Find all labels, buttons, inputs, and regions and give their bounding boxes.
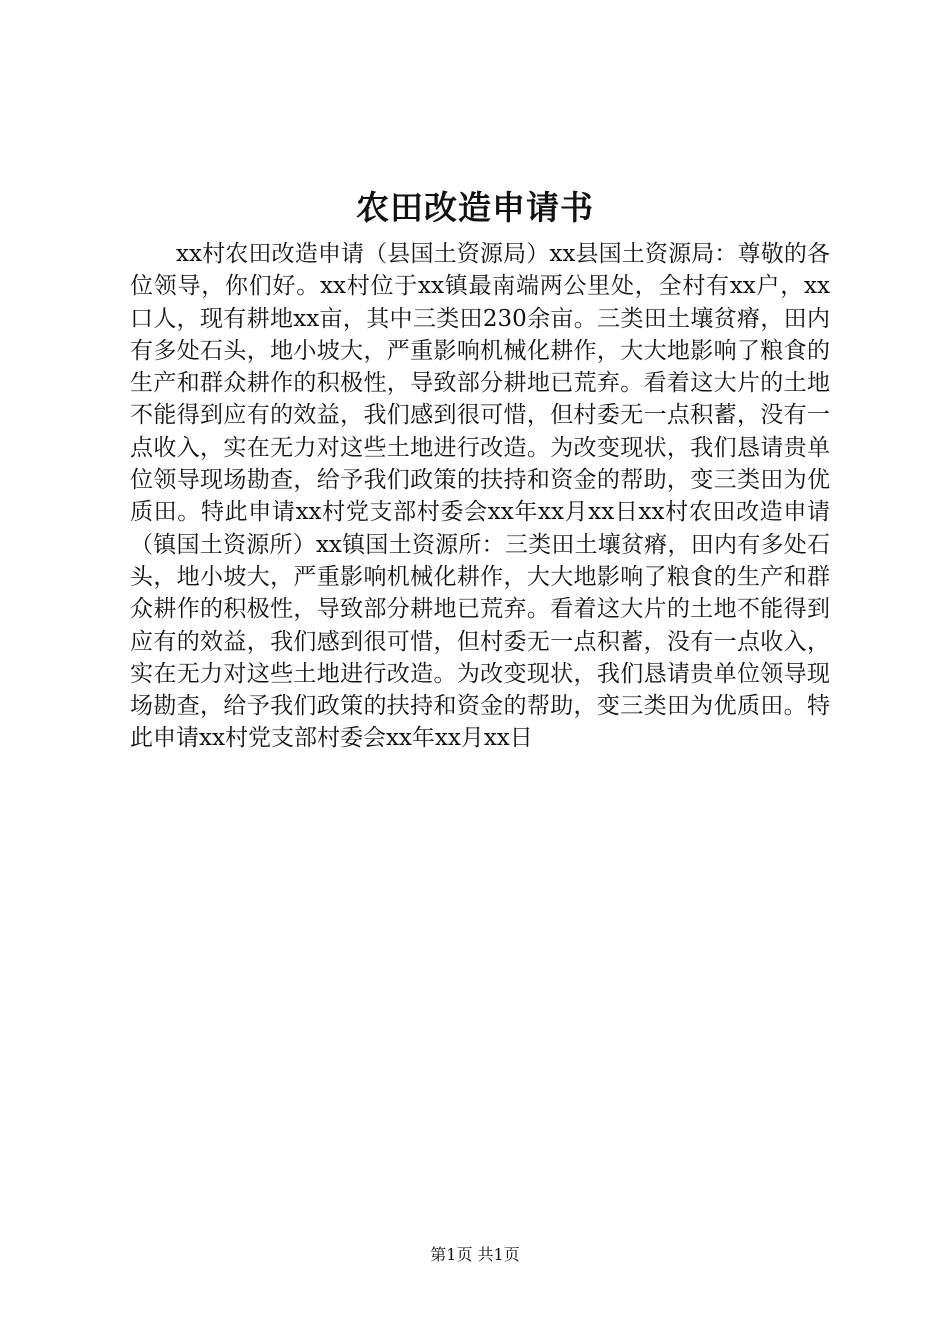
document-title: 农田改造申请书 (356, 188, 594, 227)
document-body: xx村农田改造申请（县国土资源局）xx县国土资源局：尊敬的各位领导，你们好。xx村位于xx镇最南端两公里处，全村有xx户，xx口人，现有耕地xx亩，其中三类田230余亩。三类田土壤贫瘠，田内有多处石头，地小坡大，严重影响机械化耕作，大大地影响了粮食的生产和群众耕作的积极性，导致部分耕地已荒弃。看着这大片的土地不能得到应有的效益，我们感到很可惜，但村委无一点积蓄，没有一点收入，实在无力对这些土地进行改造。为改变现状，我们恳请贵单位领导现场勘查，给予我们政策的扶持和资金的帮助，变三类田为优质田。特此申请xx村党支部村委会xx年xx月xx日xx村农田改造申请（镇国土资源所）xx镇国土资源所：三类田土壤贫瘠，田内有多处石头，地小坡大，严重影响机械化耕作，大大地影响了粮食的生产和群众耕作的积极性，导致部分耕地已荒弃。看着这大片的土地不能得到应有的效益，我们感到很可惜，但村委无一点积蓄，没有一点收入，实在无力对这些土地进行改造。为改变现状，我们恳请贵单位领导现场勘查，给予我们政策的扶持和资金的帮助，变三类田为优质田。特此申请xx村党支部村委会xx年xx月xx日 (130, 241, 830, 752)
page-footer: 第1页 共1页 (430, 1245, 520, 1264)
